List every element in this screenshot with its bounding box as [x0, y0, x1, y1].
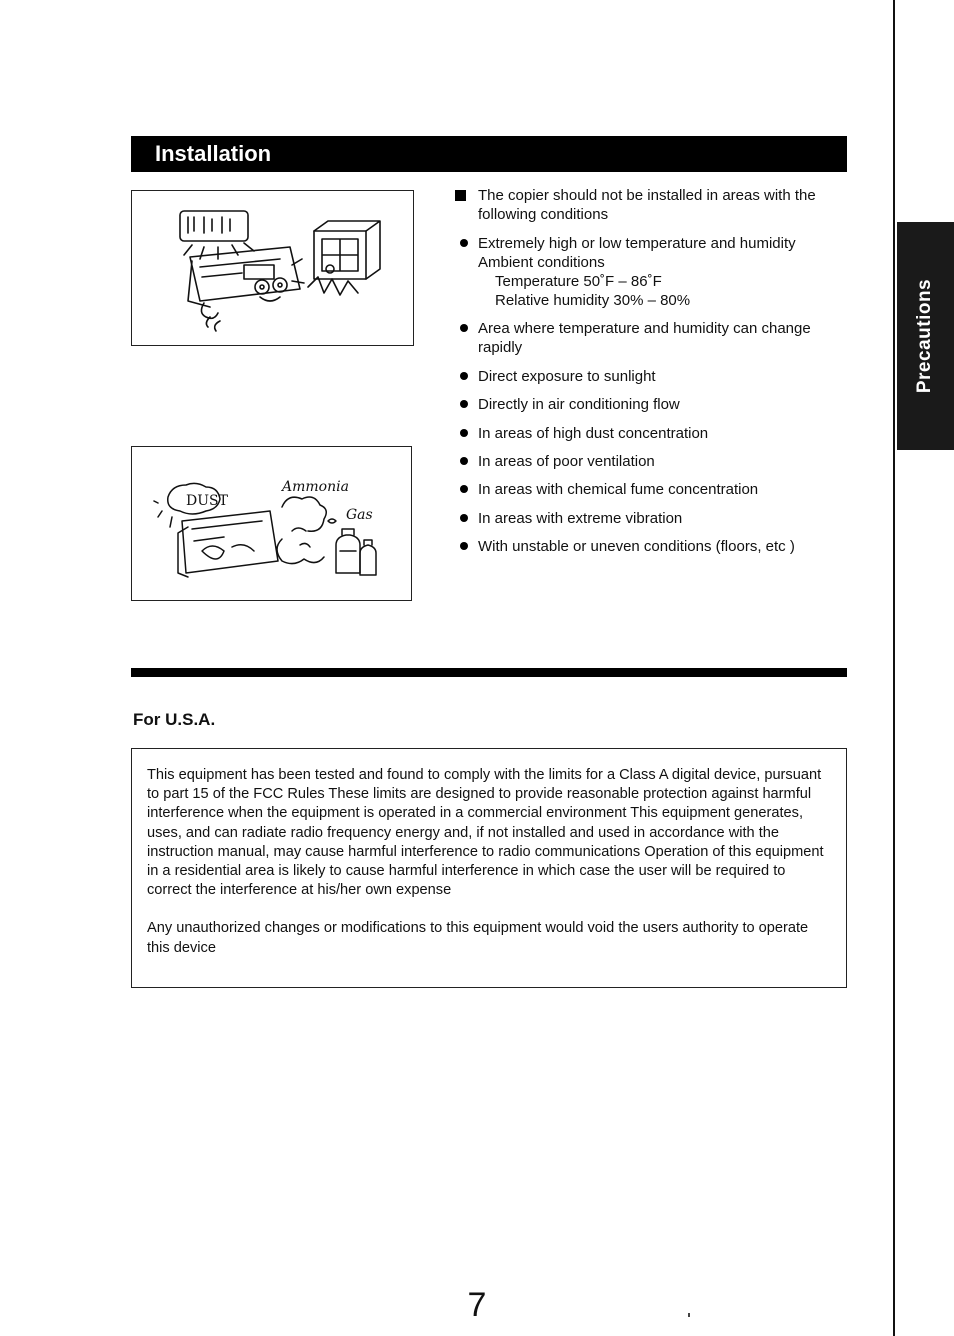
dust-word: DUST [186, 493, 228, 509]
illustration-dust-ammonia [131, 446, 412, 601]
bullet-icon [460, 400, 468, 408]
bullet-icon [460, 372, 468, 380]
section-divider [131, 668, 847, 677]
condition-text: Direct exposure to sunlight [478, 367, 656, 385]
bullet-icon [460, 324, 468, 332]
condition-text: With unstable or uneven conditions (floors, etc ) [478, 538, 795, 556]
page-edge-rule [893, 0, 895, 1336]
fcc-paragraph: This equipment has been tested and found to comply with the limits for a Class A digital device, pursuant to part 15 of the FCC Rules These limits are designed to provide reasonable protection against harmful interference when the equipment is operated in a commercial environment This equipment generates, uses, and can radiate radio frequency energy and, if not installed and used in accordance with the instruction manual, may cause harmful interference to radio communications Operation of this equipment in a residential area is likely to cause harmful interference in which case the user will be required to correct the interference at his/her own expense [147, 767, 824, 899]
section-title: Installation [155, 141, 272, 166]
gas-word: Gas [346, 507, 373, 523]
condition-text: In areas with chemical fume concentration [478, 481, 759, 499]
intro-text: The copier should not be installed in areas with the following conditions [478, 187, 816, 223]
usa-heading: For U.S.A. [133, 710, 216, 729]
condition-list [455, 234, 850, 566]
side-tab-precautions [897, 222, 954, 450]
fcc-notice-box [131, 748, 847, 988]
copier-dust-illustration [132, 447, 411, 600]
bullet-icon [460, 542, 468, 550]
ammonia-word: Ammonia [282, 479, 349, 495]
bullet-icon [460, 457, 468, 465]
bullet-icon [460, 514, 468, 522]
list-item [455, 395, 850, 414]
humidity-range: Relative humidity 30% – 80% [495, 292, 691, 309]
list-item [455, 234, 850, 310]
ambient-label: Ambient conditions [478, 254, 605, 271]
fcc-paragraph: Any unauthorized changes or modifications to this equipment would void the users authority to operate this device [147, 920, 809, 956]
list-item [455, 424, 850, 443]
condition-text: Area where temperature and humidity can change rapidly [478, 320, 811, 357]
installation-intro [455, 186, 850, 224]
bullet-icon [460, 429, 468, 437]
list-item [455, 509, 850, 528]
square-bullet-icon [455, 190, 466, 201]
list-item [455, 452, 850, 471]
condition-text: Extremely high or low temperature and humidity [478, 235, 796, 252]
condition-text: In areas with extreme vibration [478, 509, 683, 527]
temperature-range: Temperature 50˚F – 86˚F [495, 273, 662, 290]
side-tab-label: Precautions [914, 278, 936, 394]
list-item [455, 319, 850, 357]
list-item [455, 537, 850, 556]
illustration-ac-heater [131, 190, 414, 346]
condition-text: Directly in air conditioning flow [478, 396, 680, 414]
bullet-icon [460, 485, 468, 493]
condition-text: In areas of high dust concentration [478, 424, 709, 442]
copier-ac-illustration [132, 191, 413, 345]
bullet-icon [460, 239, 468, 247]
list-item [455, 367, 850, 386]
page-number: 7 [467, 1286, 487, 1324]
scan-mark [688, 1313, 690, 1317]
condition-text: In areas of poor ventilation [478, 452, 655, 470]
section-header [131, 136, 847, 172]
list-item [455, 480, 850, 499]
